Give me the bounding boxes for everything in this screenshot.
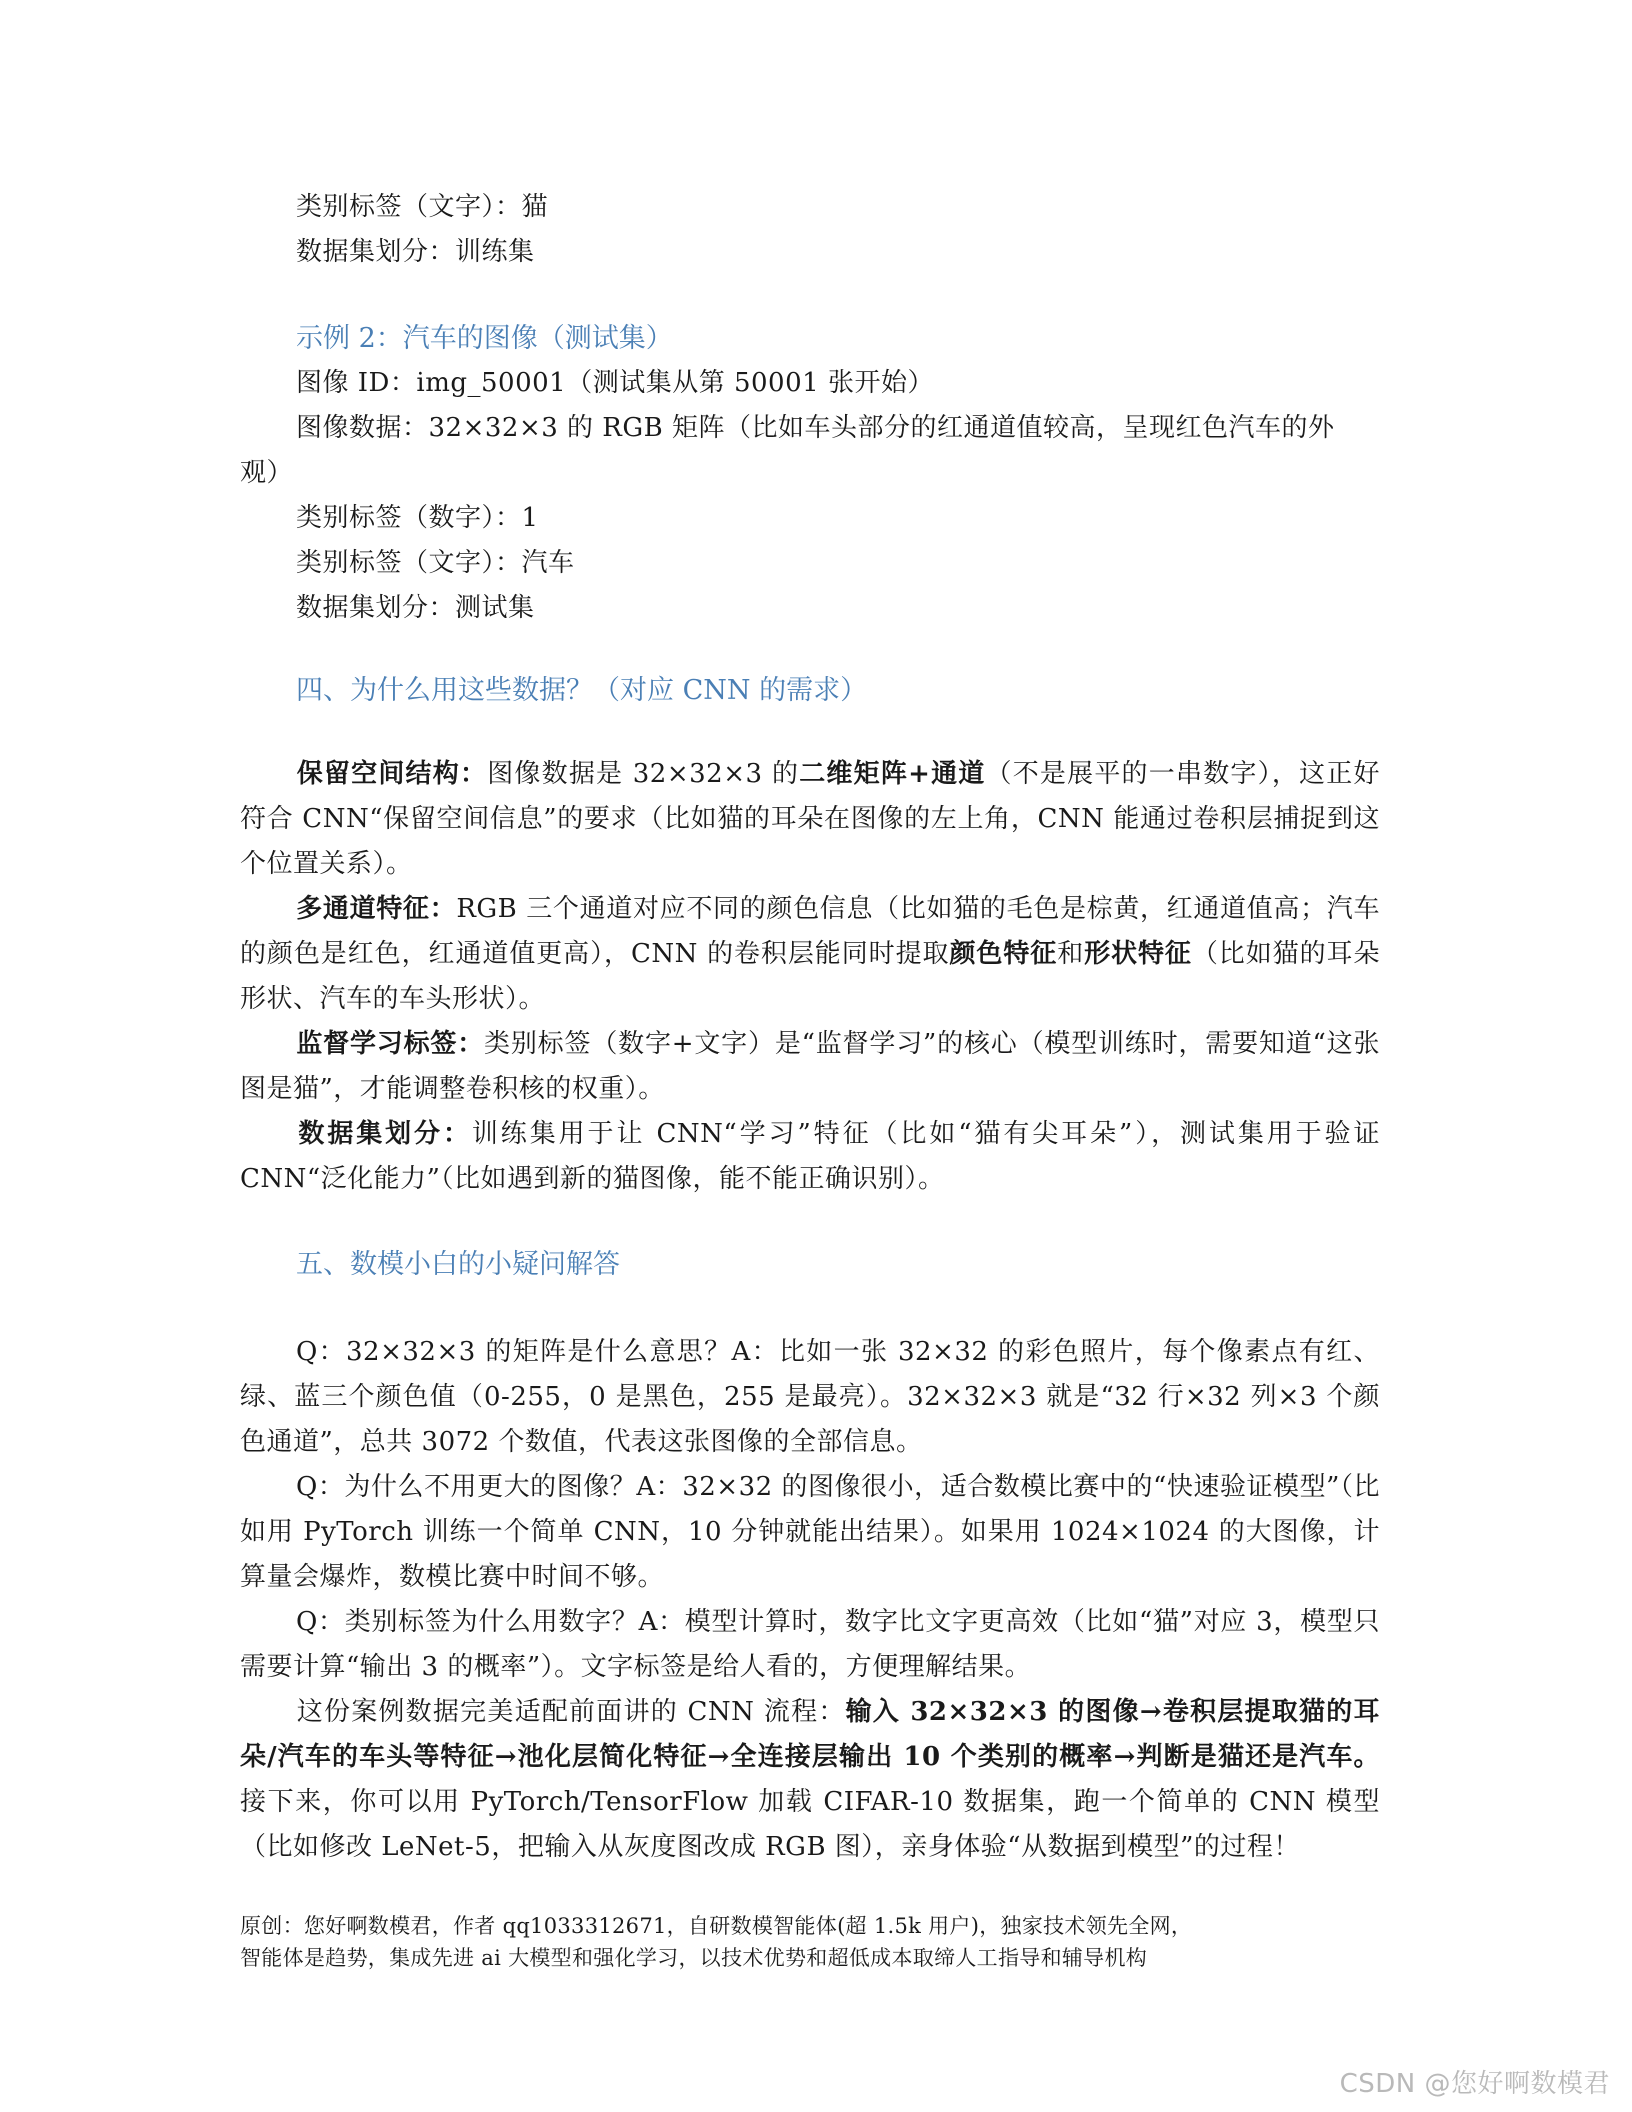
p1-text-b: （不是展平的一串数字），这正好符合 CNN“保留空间信息”的要求（比如猫的耳朵在图像的左上角，CNN 能通过卷积层捕捉到这个位置关系）。 (240, 759, 1380, 879)
p4-text: 训练集用于让 CNN“学习”特征（比如“猫有尖耳朵”），测试集用于验证 CNN“泛化能力”（比如遇到新的猫图像，能不能正确识别）。 (240, 1119, 1380, 1194)
q2-text: Q：为什么不用更大的图像？A：32×32 的图像很小，适合数模比赛中的“快速验证模型”（比如用 PyTorch 训练一个简单 CNN，10 分钟就能出结果）。如果用 1024×1024 的大图像，计算量会爆炸，数模比赛中时间不够。 (240, 1472, 1380, 1592)
faq-q2 (240, 1465, 1380, 1600)
p2-text-c: （比如猫的耳朵形状、汽车的车头形状）。 (240, 939, 1380, 1014)
footer-line1: 原创：您好啊数模君，作者 qq1033312671，自研数模智能体(超 1.5k 用户)，独家技术领先全网， (240, 1914, 1193, 1938)
footer-note (240, 1910, 1400, 1974)
p4-lead: 数据集划分： (296, 1119, 472, 1149)
section5 (240, 1242, 1380, 1287)
summary-bold: 输入 32×32×3 的图像→卷积层提取猫的耳朵/汽车的车头等特征→池化层简化特征→全连接层输出 10 个类别的概率→判断是猫还是汽车。 (240, 1697, 1380, 1772)
p2-bold-b: 形状特征 (1084, 939, 1192, 969)
ex2-split: 数据集划分：测试集 (296, 593, 535, 623)
ex1-label-text: 类别标签（文字）：猫 (296, 192, 549, 222)
p2-text-a: RGB 三个通道对应不同的颜色信息（比如猫的毛色是棕黄，红通道值高；汽车的颜色是红色，红通道值更高），CNN 的卷积层能同时提取 (240, 894, 1380, 969)
q3-text: Q：类别标签为什么用数字？A：模型计算时，数字比文字更高效（比如“猫”对应 3，模型只需要计算“输出 3 的概率”）。文字标签是给人看的，方便理解结果。 (240, 1607, 1380, 1682)
section4 (240, 668, 1380, 713)
example1-tail (240, 185, 1380, 275)
faq-q3 (240, 1600, 1380, 1690)
p1-lead: 保留空间结构： (296, 759, 488, 789)
p2-lead: 多通道特征： (296, 894, 457, 924)
ex2-data-line1: 图像数据：32×32×3 的 RGB 矩阵（比如车头部分的红通道值较高，呈现红色汽车的外 (296, 413, 1335, 443)
sec4-p4 (240, 1112, 1380, 1202)
sec4-p2 (240, 887, 1380, 1022)
sec5-heading: 五、数模小白的小疑问解答 (296, 1249, 620, 1280)
example2-section (240, 316, 1380, 631)
sec4-p3 (240, 1022, 1380, 1112)
ex2-data-line2: 观） (240, 458, 294, 488)
ex2-id: 图像 ID：img_50001（测试集从第 50001 张开始） (296, 368, 934, 398)
p1-bold: 二维矩阵+通道 (799, 759, 986, 789)
ex2-heading: 示例 2：汽车的图像（测试集） (296, 323, 673, 354)
footer-line2: 智能体是趋势，集成先进 ai 大模型和强化学习，以技术优势和超低成本取缔人工指导和辅导机构 (240, 1946, 1148, 1970)
ex1-split: 数据集划分：训练集 (296, 237, 535, 267)
faq-q1 (240, 1330, 1380, 1465)
summary (240, 1690, 1380, 1870)
csdn-watermark: CSDN @您好啊数模君 (1339, 2069, 1610, 2099)
ex2-label-text: 类别标签（文字）：汽车 (296, 548, 575, 578)
summary-text-a: 这份案例数据完美适配前面讲的 CNN 流程： (296, 1697, 846, 1727)
p1-text-a: 图像数据是 32×32×3 的 (487, 759, 800, 789)
q1-text: Q：32×32×3 的矩阵是什么意思？A：比如一张 32×32 的彩色照片，每个像素点有红、绿、蓝三个颜色值（0-255，0 是黑色，255 是最亮）。32×32×3 就是“32 行×32 列×3 个颜色通道”，总共 3072 个数值，代表这张图像的全部信息。 (240, 1337, 1380, 1457)
p3-lead: 监督学习标签： (296, 1029, 485, 1059)
p2-bold-a: 颜色特征 (949, 939, 1058, 969)
p3-text: 类别标签（数字+文字）是“监督学习”的核心（模型训练时，需要知道“这张图是猫”，才能调整卷积核的权重）。 (240, 1029, 1380, 1104)
sec4-heading: 四、为什么用这些数据？（对应 CNN 的需求） (296, 675, 868, 706)
section4-body (240, 752, 1380, 1202)
section5-body (240, 1330, 1380, 1870)
p2-text-b: 和 (1057, 939, 1085, 969)
ex2-label-num: 类别标签（数字）：1 (296, 503, 539, 533)
sec4-p1 (240, 752, 1380, 887)
summary-text-b: 接下来，你可以用 PyTorch/TensorFlow 加载 CIFAR-10 数据集，跑一个简单的 CNN 模型（比如修改 LeNet-5，把输入从灰度图改成 RGB 图），亲身体验“从数据到模型”的过程！ (240, 1787, 1380, 1862)
